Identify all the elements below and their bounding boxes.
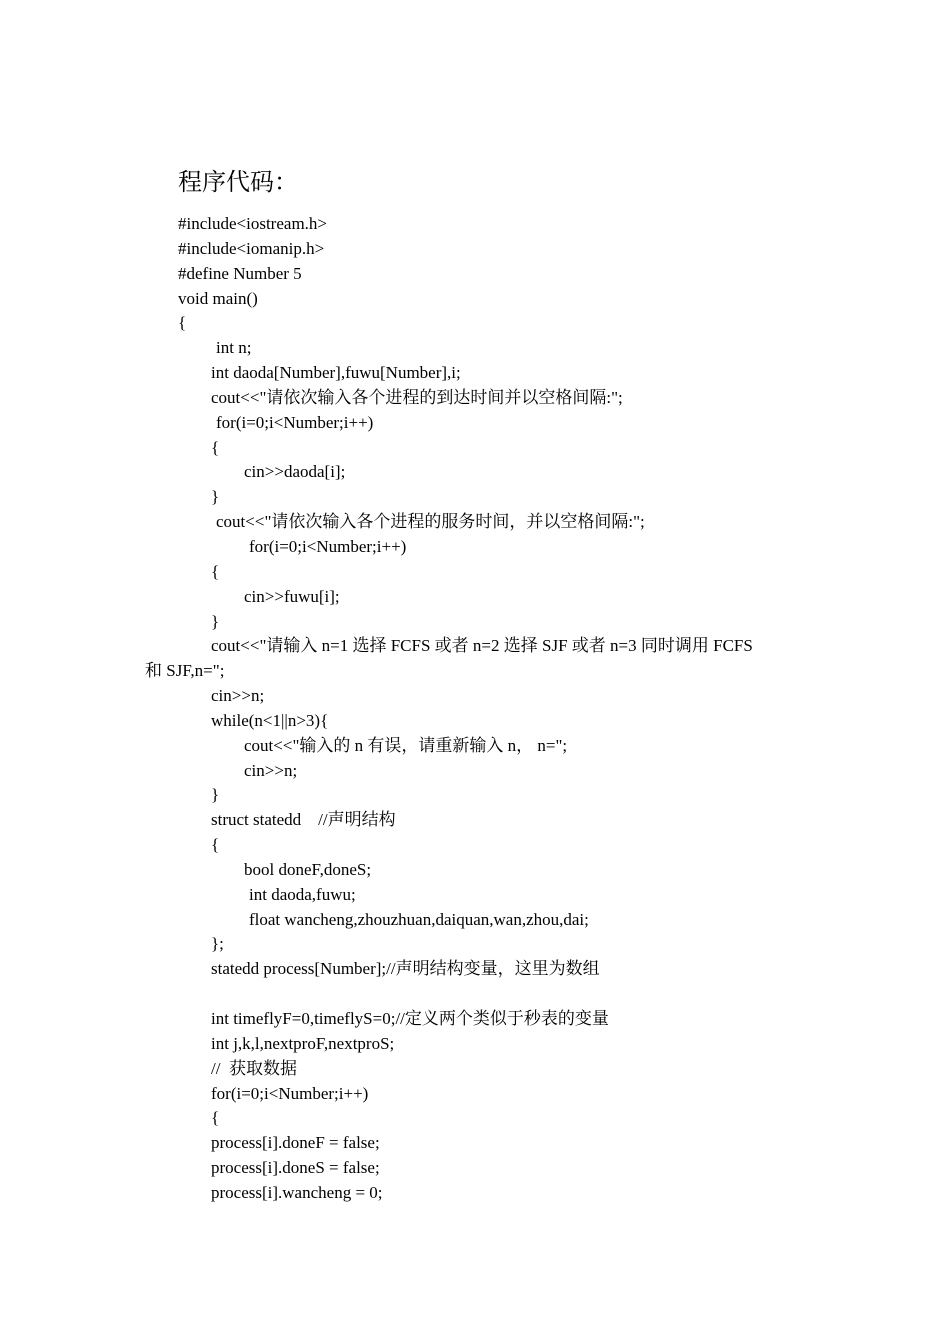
code-line: } [211,785,220,805]
code-line: cout<<"请依次输入各个进程的到达时间并以空格间隔:"; [211,387,623,407]
code-line: int daoda[Number],fuwu[Number],i; [211,363,461,383]
code-line: // 获取数据 [211,1058,297,1078]
code-line: void main() [178,288,258,308]
code-line: cin>>fuwu[i]; [244,586,340,606]
code-line: cout<<"请依次输入各个进程的服务时间，并以空格间隔:"; [216,512,645,532]
code-line: 和 SJF,n="; [145,661,225,681]
code-line: int n; [216,338,252,358]
code-line: process[i].wancheng = 0; [211,1182,383,1202]
code-line: float wancheng,zhouzhuan,daiquan,wan,zhou,dai; [249,909,589,929]
code-line: int j,k,l,nextproF,nextproS; [211,1033,395,1053]
code-line: process[i].doneS = false; [211,1158,380,1178]
code-line: cin>>daoda[i]; [244,462,346,482]
code-line: int timeflyF=0,timeflyS=0;//定义两个类似于秒表的变量 [211,1009,609,1028]
code-line [0,982,950,1007]
code-line: } [211,611,220,631]
code-line: { [211,561,220,581]
code-line: int daoda,fuwu; [249,884,356,904]
code-line: struct statedd //声明结构 [211,810,396,830]
code-line: cout<<"输入的 n 有误，请重新输入 n， n="; [244,735,568,755]
section-heading: 程序代码： [178,168,298,196]
code-line: #include<iostream.h> [178,214,327,233]
code-line: }; [211,934,224,954]
code-line: } [211,487,220,507]
code-line: statedd process[Number];//声明结构变量，这里为数组 [211,959,600,979]
code-line: { [178,313,187,333]
code-line: #include<iomanip.h> [178,238,325,258]
code-line: for(i=0;i<Number;i++) [216,412,374,432]
code-line: process[i].doneF = false; [211,1133,380,1153]
code-line: bool doneF,doneS; [244,859,372,879]
code-line: { [211,835,220,855]
code-line: for(i=0;i<Number;i++) [249,536,407,556]
code-line: #define Number 5 [178,263,302,283]
code-line: while(n<1||n>3){ [211,710,329,730]
code-line: cout<<"请输入 n=1 选择 FCFS 或者 n=2 选择 SJF 或者 n=3 同时调用 FCFS [211,636,753,656]
code-line: cin>>n; [244,760,298,780]
code-listing [0,212,950,1206]
code-line: for(i=0;i<Number;i++) [211,1083,369,1103]
code-line: cin>>n; [211,686,265,706]
code-line: { [211,437,220,457]
code-line: { [211,1108,220,1128]
